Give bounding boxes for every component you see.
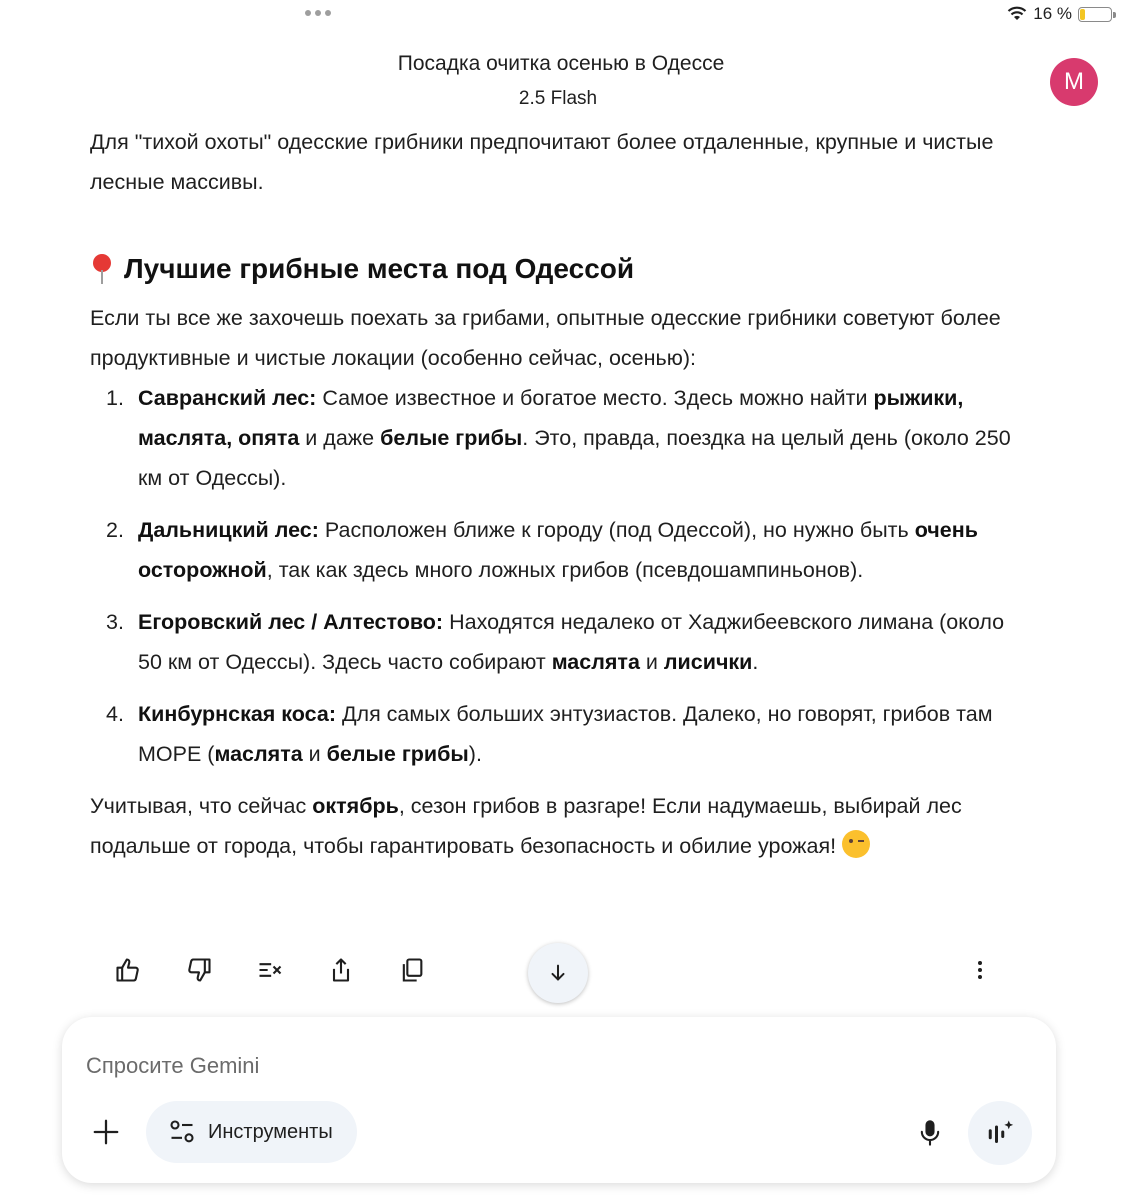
list-text: . [752, 650, 759, 674]
response-content [90, 122, 1030, 866]
intro-paragraph: Для "тихой охоты" одесские грибники предпочитают более отдаленные, крупные и чистые лесные массивы. [90, 130, 994, 194]
share-icon[interactable] [323, 952, 359, 988]
prompt-input[interactable] [84, 1052, 788, 1080]
place-name: Савранский лес: [138, 386, 317, 410]
avatar[interactable]: M [1050, 58, 1098, 106]
final-paragraph [90, 786, 1030, 866]
list-text: . Это, правда, поездка на целый день (около 250 км от Одессы). [138, 426, 1011, 490]
bold-text: октябрь [312, 794, 399, 818]
thumb-up-icon[interactable] [110, 952, 146, 988]
bold-text: маслята [214, 742, 303, 766]
place-name: Дальницкий лес: [138, 518, 319, 542]
arrow-down-icon [547, 962, 569, 984]
tools-label: Инструменты [208, 1120, 333, 1143]
status-bar [1007, 4, 1112, 24]
list-text: Находятся недалеко от Хаджибеевского лимана (около 50 км от Одессы). Здесь часто собирают [138, 610, 1005, 674]
place-name: Егоровский лес / Алтестово: [138, 610, 444, 634]
list-item [90, 378, 1030, 498]
lead-paragraph: Если ты все же захочешь поехать за грибами, опытные одесские грибники советуют более продуктивные и чистые локации (особенно сейчас, осенью): [90, 306, 1001, 370]
list-item [90, 510, 1030, 590]
list-item [90, 602, 1030, 682]
thumb-down-icon[interactable] [181, 952, 217, 988]
list-text: и [639, 650, 664, 674]
list-text: Для самых больших энтузиастов. Далеко, но говорят, грибов там МОРЕ ( [138, 702, 993, 766]
add-attachment-button[interactable] [86, 1112, 126, 1152]
bold-text: белые грибы [326, 742, 469, 766]
list-text: , так как здесь много ложных грибов (псевдошампиньонов). [266, 558, 864, 582]
section-heading [90, 250, 1030, 288]
list-text: Самое известное и богатое место. Здесь можно найти [316, 386, 874, 410]
list-text: и даже [299, 426, 381, 450]
winking-face-icon [842, 830, 870, 858]
response-actions [110, 952, 430, 988]
list-text: ). [468, 742, 482, 766]
copy-icon[interactable] [394, 952, 430, 988]
list-text: Расположен ближе к городу (под Одессой), но нужно быть [318, 518, 915, 542]
live-waveform-icon [985, 1118, 1015, 1148]
battery-icon [1078, 7, 1112, 22]
tools-button[interactable] [146, 1101, 357, 1163]
round-pushpin-icon [90, 254, 116, 284]
places-list [90, 378, 1030, 774]
list-item [90, 694, 1030, 774]
scroll-to-bottom-button[interactable] [528, 943, 588, 1003]
prompt-composer [62, 1017, 1056, 1183]
list-number: 3. [106, 610, 124, 634]
gemini-live-button[interactable] [968, 1101, 1032, 1165]
list-text: и [302, 742, 327, 766]
list-number: 4. [106, 702, 124, 726]
bold-text: очень осторожной [138, 518, 978, 582]
final-text: Учитывая, что сейчас [90, 794, 313, 818]
place-name: Кинбурнская коса: [138, 702, 336, 726]
list-number: 2. [106, 518, 124, 542]
bold-text: рыжики, маслята, опята [138, 386, 964, 450]
more-vert-icon[interactable] [962, 952, 998, 988]
list-number: 1. [106, 386, 124, 410]
chat-title[interactable]: Посадка очитка осенью в Одессе [397, 52, 725, 75]
bold-text: лисички [663, 650, 753, 674]
plus-icon [91, 1117, 121, 1147]
section-heading-text: Лучшие грибные места под Одессой [124, 253, 635, 284]
battery-percent: 16 % [1033, 4, 1072, 23]
model-selector[interactable]: 2.5 Flash [518, 88, 598, 109]
microphone-icon [916, 1118, 944, 1148]
final-text: , сезон грибов в разгаре! Если надумаешь, выбирай лес подальше от города, чтобы гарантировать безопасность и обилие урожая! [90, 794, 962, 858]
wifi-icon [1007, 6, 1027, 22]
bold-text: белые грибы [380, 426, 523, 450]
multitasking-dots[interactable] [305, 10, 331, 16]
microphone-button[interactable] [910, 1113, 950, 1153]
bold-text: маслята [551, 650, 640, 674]
modify-response-icon[interactable] [252, 952, 288, 988]
tools-icon [168, 1118, 196, 1146]
